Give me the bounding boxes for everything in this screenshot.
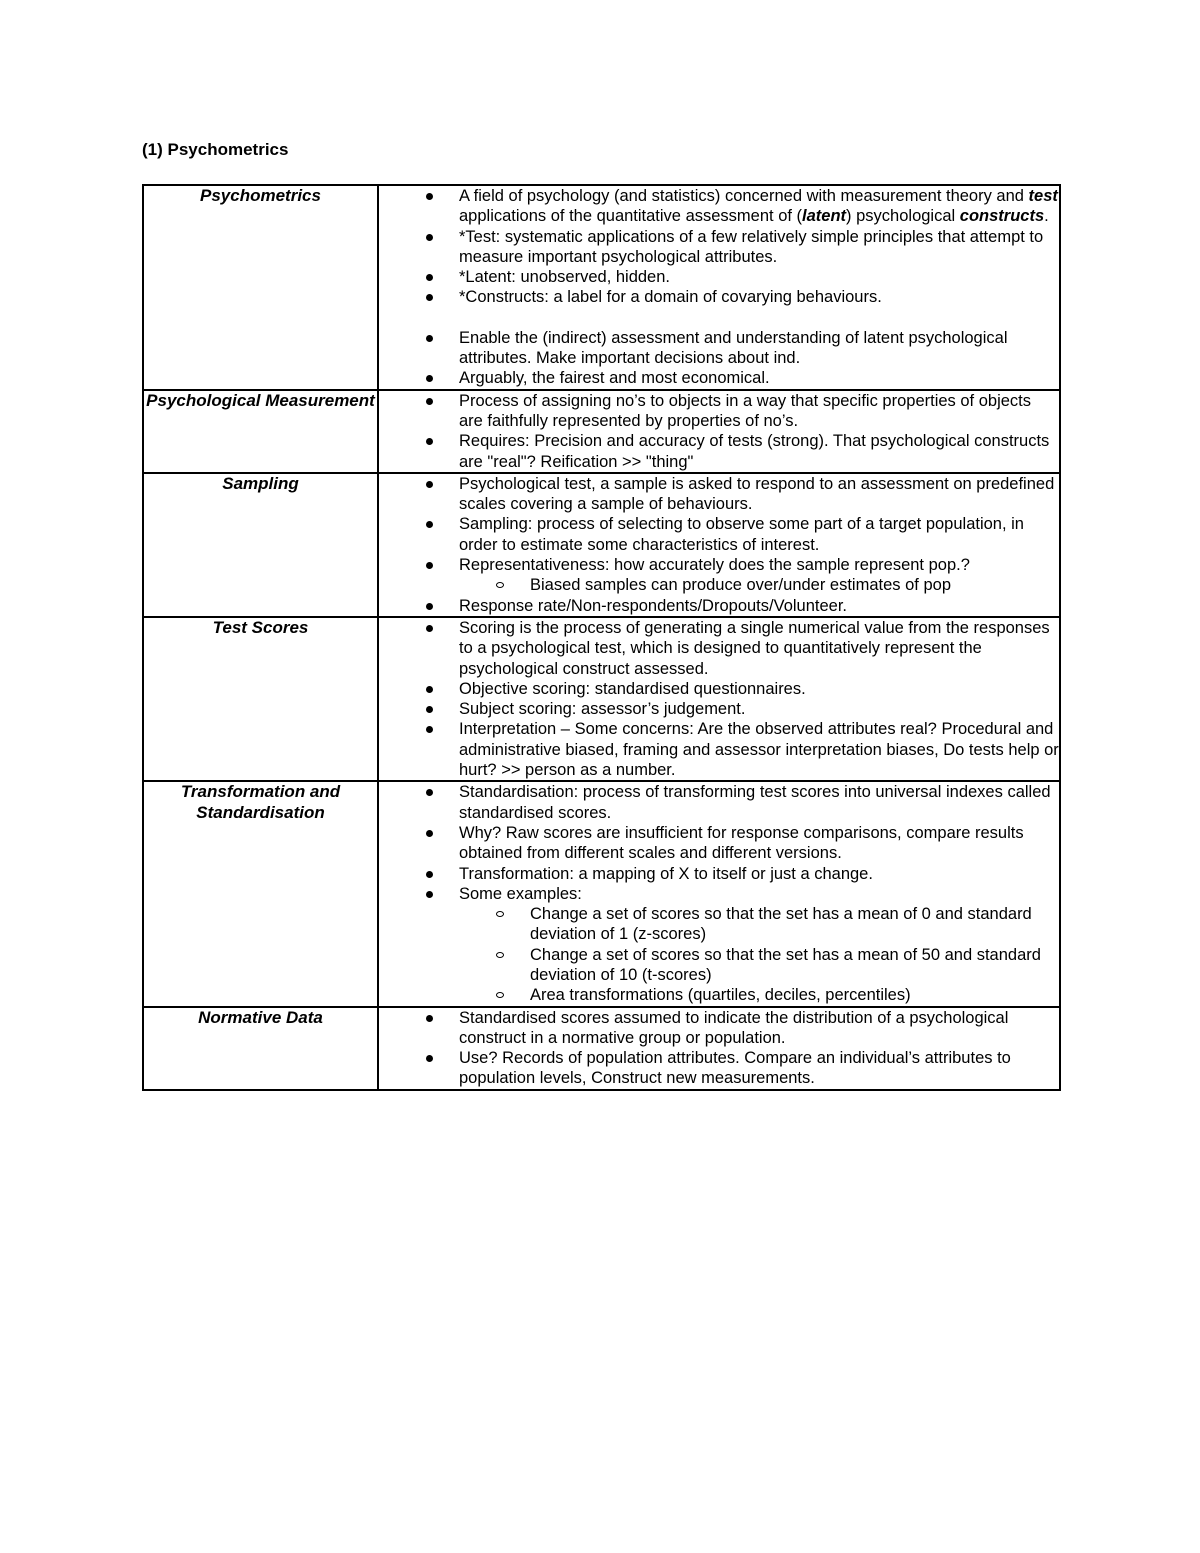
emphasis-text: latent: [802, 207, 847, 226]
term-cell: [143, 617, 378, 781]
page-title: (1) Psychometrics: [142, 140, 289, 159]
term-label: Sampling: [222, 473, 299, 493]
bullet-item: Subject scoring: assessor’s judgement.: [459, 699, 1059, 719]
sub-bullet-item: Area transformations (quartiles, deciles, percentiles): [530, 985, 1059, 1005]
bullet-item: Use? Records of population attributes. Compare an individual’s attributes to population levels, Construct new measurements.: [459, 1048, 1059, 1089]
bullet-item: *Latent: unobserved, hidden.: [459, 267, 1059, 287]
bullet-item: Representativeness: how accurately does the sample represent pop.? Biased samples can produce over/under estimates of pop: [459, 555, 1059, 596]
bullet-item: *Constructs: a label for a domain of covarying behaviours.: [459, 287, 1059, 307]
bullet-item: Enable the (indirect) assessment and understanding of latent psychological attributes. Make important decisions about ind.: [459, 328, 1059, 369]
sub-bullet-list: [459, 904, 1059, 1005]
bullet-list: [379, 474, 1059, 616]
description-cell: [378, 617, 1060, 781]
bullet-list: [379, 186, 1059, 389]
bullet-list: [379, 1008, 1059, 1089]
term-label: Transformation and Standardisation: [180, 782, 341, 822]
description-cell: [378, 1007, 1060, 1090]
notes-table: [142, 184, 1061, 1091]
term-cell: [143, 185, 378, 390]
description-cell: [378, 185, 1060, 390]
description-cell: [378, 781, 1060, 1006]
table-row: [143, 781, 1060, 1006]
bullet-item: *Test: systematic applications of a few relatively simple principles that attempt to measure important psychological attributes.: [459, 227, 1059, 268]
description-cell: [378, 473, 1060, 617]
sub-bullet-item: Biased samples can produce over/under estimates of pop: [530, 575, 1059, 595]
bullet-item: Why? Raw scores are insufficient for response comparisons, compare results obtained from different scales and different versions.: [459, 823, 1059, 864]
bullet-item: Response rate/Non-respondents/Dropouts/Volunteer.: [459, 596, 1059, 616]
bullet-list: [379, 618, 1059, 780]
term-label: Psychological Measurement: [146, 390, 375, 410]
bullet-item: Sampling: process of selecting to observe some part of a target population, in order to estimate some characteristics of interest.: [459, 514, 1059, 555]
table-row: [143, 185, 1060, 390]
bullet-item: A field of psychology (and statistics) concerned with measurement theory and test applications of the quantitative assessment of (latent) psychological constructs.: [459, 187, 1058, 226]
term-cell: [143, 781, 378, 1006]
term-cell: [143, 473, 378, 617]
table-row: [143, 617, 1060, 781]
sub-bullet-item: Change a set of scores so that the set has a mean of 50 and standard deviation of 10 (t-scores): [530, 945, 1059, 986]
emphasis-text: constructs: [959, 207, 1045, 226]
term-label: Psychometrics: [200, 186, 321, 205]
bullet-item: Transformation: a mapping of X to itself or just a change.: [459, 864, 1059, 884]
bullet-item: Standardisation: process of transforming test scores into universal indexes called standardised scores.: [459, 782, 1059, 823]
term-label: Normative Data: [198, 1007, 323, 1027]
bullet-item: Psychological test, a sample is asked to respond to an assessment on predefined scales covering a sample of behaviours.: [459, 474, 1059, 515]
bullet-item: Scoring is the process of generating a single numerical value from the responses to a psychological test, which is designed to quantitatively represent the psychological construct assessed.: [459, 618, 1059, 679]
table-row: [143, 390, 1060, 473]
table-row: [143, 1007, 1060, 1090]
term-cell: [143, 1007, 378, 1090]
emphasis-text: test: [1028, 187, 1058, 205]
bullet-item: Standardised scores assumed to indicate the distribution of a psychological construct in a normative group or population.: [459, 1008, 1059, 1049]
term-label: Test Scores: [212, 617, 309, 637]
description-cell: [378, 390, 1060, 473]
bullet-item: Interpretation – Some concerns: Are the observed attributes real? Procedural and administrative biased, framing and assessor interpretation biases, Do tests help or hurt? >> person as a number.: [459, 720, 1059, 780]
bullet-item: Arguably, the fairest and most economical.: [459, 368, 1059, 388]
term-cell: [143, 390, 378, 473]
bullet-item: Requires: Precision and accuracy of tests (strong). That psychological constructs are "real"? Reification >> "thing": [459, 431, 1059, 472]
sub-bullet-item: Change a set of scores so that the set has a mean of 0 and standard deviation of 1 (z-scores): [530, 904, 1059, 945]
bullet-item: Process of assigning no’s to objects in a way that specific properties of objects are faithfully represented by properties of no’s.: [459, 391, 1059, 432]
sub-bullet-list: [459, 575, 1059, 595]
bullet-list: [379, 391, 1059, 472]
bullet-item: Some examples: Change a set of scores so that the set has a mean of 0 and standard deviation of 1 (z-scores) Change a set of scores so that the set has a mean of 50 and standard deviation of 10 (t-scores) Area transformations (quartiles, deciles, percentiles): [459, 884, 1059, 1006]
bullet-item: Objective scoring: standardised questionnaires.: [459, 679, 1059, 699]
bullet-list: [379, 782, 1059, 1005]
table-row: [143, 473, 1060, 617]
